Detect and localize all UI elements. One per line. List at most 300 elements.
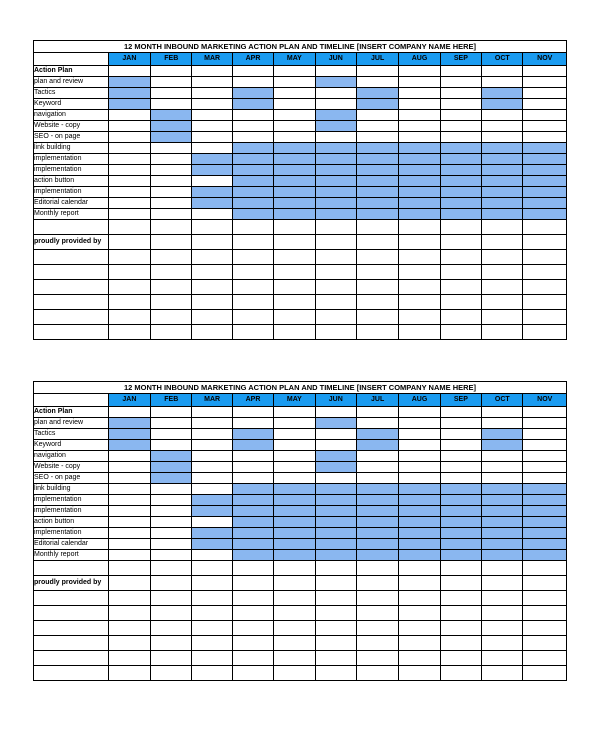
timeline-cell[interactable] (315, 407, 356, 418)
blank-cell[interactable] (482, 636, 523, 651)
blank-cell[interactable] (108, 576, 150, 591)
timeline-cell[interactable] (192, 451, 232, 462)
timeline-cell[interactable] (192, 407, 232, 418)
timeline-cell-active[interactable] (315, 539, 356, 550)
timeline-cell-active[interactable] (356, 176, 398, 187)
blank-cell[interactable] (232, 666, 273, 681)
timeline-cell[interactable] (192, 176, 232, 187)
blank-cell[interactable] (523, 310, 567, 325)
blank-cell[interactable] (440, 621, 481, 636)
blank-cell[interactable] (482, 310, 523, 325)
timeline-cell-active[interactable] (356, 429, 398, 440)
timeline-cell[interactable] (274, 77, 315, 88)
timeline-cell-active[interactable] (356, 528, 398, 539)
task-label[interactable]: action button (34, 517, 109, 528)
timeline-cell-active[interactable] (315, 506, 356, 517)
blank-cell[interactable] (440, 280, 481, 295)
timeline-cell[interactable] (151, 176, 192, 187)
blank-cell[interactable] (108, 591, 150, 606)
timeline-cell[interactable] (274, 418, 315, 429)
blank-cell[interactable] (399, 325, 440, 340)
timeline-cell-active[interactable] (232, 143, 273, 154)
task-label[interactable]: navigation (34, 110, 109, 121)
task-label[interactable]: Tactics (34, 429, 109, 440)
timeline-cell-active[interactable] (232, 517, 273, 528)
blank-cell[interactable] (192, 325, 232, 340)
timeline-cell[interactable] (523, 473, 567, 484)
timeline-cell[interactable] (274, 132, 315, 143)
timeline-cell-active[interactable] (192, 154, 232, 165)
timeline-cell[interactable] (523, 429, 567, 440)
timeline-cell-active[interactable] (440, 176, 481, 187)
blank-cell[interactable] (192, 220, 232, 235)
timeline-cell-active[interactable] (482, 440, 523, 451)
blank-cell[interactable] (108, 636, 150, 651)
task-label[interactable]: navigation (34, 451, 109, 462)
timeline-cell[interactable] (192, 143, 232, 154)
blank-cell[interactable] (482, 295, 523, 310)
timeline-cell[interactable] (151, 506, 192, 517)
timeline-cell-active[interactable] (399, 517, 440, 528)
timeline-cell-active[interactable] (315, 462, 356, 473)
blank-cell[interactable] (356, 606, 398, 621)
timeline-cell-active[interactable] (192, 198, 232, 209)
blank-cell[interactable] (440, 250, 481, 265)
blank-cell[interactable] (108, 651, 150, 666)
blank-cell[interactable] (482, 561, 523, 576)
timeline-cell[interactable] (482, 462, 523, 473)
blank-cell[interactable] (315, 651, 356, 666)
blank-cell[interactable] (356, 621, 398, 636)
blank-cell[interactable] (482, 280, 523, 295)
blank-cell[interactable] (34, 651, 109, 666)
timeline-cell-active[interactable] (482, 539, 523, 550)
task-label[interactable]: Tactics (34, 88, 109, 99)
timeline-cell-active[interactable] (151, 451, 192, 462)
blank-cell[interactable] (192, 666, 232, 681)
blank-cell[interactable] (151, 621, 192, 636)
blank-cell[interactable] (192, 591, 232, 606)
timeline-cell-active[interactable] (399, 539, 440, 550)
timeline-cell-active[interactable] (523, 154, 567, 165)
timeline-cell-active[interactable] (315, 165, 356, 176)
blank-cell[interactable] (440, 651, 481, 666)
timeline-cell-active[interactable] (315, 484, 356, 495)
timeline-cell-active[interactable] (232, 506, 273, 517)
blank-cell[interactable] (440, 295, 481, 310)
timeline-cell-active[interactable] (232, 187, 273, 198)
timeline-cell-active[interactable] (440, 495, 481, 506)
timeline-cell[interactable] (192, 88, 232, 99)
blank-cell[interactable] (108, 621, 150, 636)
timeline-cell-active[interactable] (523, 484, 567, 495)
timeline-cell[interactable] (108, 209, 150, 220)
timeline-cell-active[interactable] (192, 187, 232, 198)
blank-cell[interactable] (274, 621, 315, 636)
timeline-cell[interactable] (523, 440, 567, 451)
timeline-cell-active[interactable] (315, 528, 356, 539)
timeline-cell-active[interactable] (315, 187, 356, 198)
timeline-cell-active[interactable] (356, 99, 398, 110)
blank-cell[interactable] (523, 235, 567, 250)
timeline-cell[interactable] (192, 550, 232, 561)
timeline-cell-active[interactable] (440, 209, 481, 220)
task-label[interactable]: SEO - on page (34, 473, 109, 484)
timeline-cell[interactable] (232, 418, 273, 429)
timeline-cell-active[interactable] (440, 484, 481, 495)
timeline-cell[interactable] (108, 528, 150, 539)
blank-cell[interactable] (315, 561, 356, 576)
timeline-cell[interactable] (440, 88, 481, 99)
blank-cell[interactable] (523, 250, 567, 265)
timeline-cell-active[interactable] (315, 143, 356, 154)
blank-cell[interactable] (523, 651, 567, 666)
blank-cell[interactable] (315, 636, 356, 651)
blank-cell[interactable] (482, 220, 523, 235)
timeline-cell-active[interactable] (482, 99, 523, 110)
blank-cell[interactable] (482, 621, 523, 636)
task-label[interactable]: Monthly report (34, 209, 109, 220)
blank-cell[interactable] (34, 666, 109, 681)
blank-cell[interactable] (356, 576, 398, 591)
timeline-cell[interactable] (315, 440, 356, 451)
timeline-cell[interactable] (151, 517, 192, 528)
timeline-cell-active[interactable] (356, 506, 398, 517)
blank-cell[interactable] (315, 250, 356, 265)
timeline-cell-active[interactable] (482, 484, 523, 495)
blank-cell[interactable] (482, 265, 523, 280)
blank-cell[interactable] (523, 606, 567, 621)
timeline-cell-active[interactable] (523, 539, 567, 550)
blank-cell[interactable] (192, 265, 232, 280)
blank-cell[interactable] (399, 636, 440, 651)
blank-cell[interactable] (34, 250, 109, 265)
blank-cell[interactable] (151, 265, 192, 280)
timeline-cell-active[interactable] (399, 506, 440, 517)
blank-cell[interactable] (192, 651, 232, 666)
timeline-cell-active[interactable] (151, 473, 192, 484)
blank-cell[interactable] (192, 561, 232, 576)
timeline-cell[interactable] (482, 77, 523, 88)
timeline-cell[interactable] (356, 418, 398, 429)
timeline-cell-active[interactable] (523, 517, 567, 528)
timeline-cell-active[interactable] (482, 165, 523, 176)
blank-cell[interactable] (399, 591, 440, 606)
timeline-cell-active[interactable] (274, 517, 315, 528)
timeline-cell[interactable] (356, 121, 398, 132)
timeline-cell-active[interactable] (274, 495, 315, 506)
blank-cell[interactable] (274, 651, 315, 666)
timeline-cell[interactable] (192, 132, 232, 143)
timeline-cell[interactable] (151, 407, 192, 418)
blank-cell[interactable] (399, 621, 440, 636)
timeline-cell[interactable] (482, 66, 523, 77)
blank-cell[interactable] (274, 220, 315, 235)
timeline-cell[interactable] (523, 451, 567, 462)
blank-cell[interactable] (523, 325, 567, 340)
timeline-cell[interactable] (108, 154, 150, 165)
blank-cell[interactable] (34, 220, 109, 235)
timeline-cell[interactable] (482, 473, 523, 484)
timeline-cell-active[interactable] (523, 209, 567, 220)
timeline-cell-active[interactable] (232, 550, 273, 561)
blank-cell[interactable] (356, 280, 398, 295)
timeline-cell[interactable] (399, 132, 440, 143)
timeline-cell[interactable] (440, 99, 481, 110)
timeline-cell-active[interactable] (482, 176, 523, 187)
blank-cell[interactable] (356, 265, 398, 280)
timeline-cell-active[interactable] (356, 495, 398, 506)
timeline-cell-active[interactable] (192, 165, 232, 176)
timeline-cell[interactable] (440, 66, 481, 77)
task-label[interactable]: implementation (34, 154, 109, 165)
timeline-cell[interactable] (399, 77, 440, 88)
timeline-cell-active[interactable] (232, 539, 273, 550)
timeline-cell[interactable] (151, 187, 192, 198)
timeline-cell[interactable] (192, 517, 232, 528)
timeline-cell[interactable] (151, 154, 192, 165)
timeline-cell-active[interactable] (399, 154, 440, 165)
timeline-cell-active[interactable] (315, 209, 356, 220)
blank-cell[interactable] (192, 606, 232, 621)
timeline-cell-active[interactable] (523, 198, 567, 209)
timeline-cell-active[interactable] (523, 165, 567, 176)
task-label[interactable]: Editorial calendar (34, 539, 109, 550)
timeline-cell[interactable] (108, 550, 150, 561)
timeline-cell[interactable] (399, 88, 440, 99)
blank-cell[interactable] (192, 310, 232, 325)
task-label[interactable]: Keyword (34, 440, 109, 451)
timeline-cell-active[interactable] (399, 209, 440, 220)
timeline-cell[interactable] (192, 473, 232, 484)
timeline-cell-active[interactable] (151, 132, 192, 143)
timeline-cell[interactable] (151, 550, 192, 561)
timeline-cell[interactable] (151, 143, 192, 154)
timeline-cell-active[interactable] (523, 506, 567, 517)
blank-cell[interactable] (523, 621, 567, 636)
timeline-cell[interactable] (192, 209, 232, 220)
blank-cell[interactable] (523, 576, 567, 591)
blank-cell[interactable] (151, 235, 192, 250)
blank-cell[interactable] (399, 250, 440, 265)
blank-cell[interactable] (482, 606, 523, 621)
blank-cell[interactable] (34, 591, 109, 606)
blank-cell[interactable] (108, 220, 150, 235)
blank-cell[interactable] (274, 235, 315, 250)
timeline-cell-active[interactable] (315, 154, 356, 165)
timeline-cell[interactable] (399, 473, 440, 484)
timeline-cell[interactable] (192, 429, 232, 440)
timeline-cell[interactable] (315, 132, 356, 143)
blank-cell[interactable] (482, 235, 523, 250)
blank-cell[interactable] (399, 265, 440, 280)
blank-cell[interactable] (151, 636, 192, 651)
blank-cell[interactable] (523, 636, 567, 651)
timeline-cell[interactable] (108, 451, 150, 462)
timeline-cell-active[interactable] (440, 550, 481, 561)
timeline-cell-active[interactable] (440, 198, 481, 209)
timeline-cell-active[interactable] (151, 121, 192, 132)
timeline-cell-active[interactable] (192, 539, 232, 550)
blank-cell[interactable] (232, 591, 273, 606)
timeline-cell[interactable] (108, 121, 150, 132)
timeline-cell[interactable] (523, 407, 567, 418)
timeline-cell-active[interactable] (192, 495, 232, 506)
blank-cell[interactable] (399, 561, 440, 576)
timeline-cell-active[interactable] (399, 143, 440, 154)
timeline-cell[interactable] (440, 110, 481, 121)
timeline-cell-active[interactable] (482, 88, 523, 99)
blank-cell[interactable] (523, 295, 567, 310)
timeline-cell-active[interactable] (108, 429, 150, 440)
blank-cell[interactable] (34, 280, 109, 295)
blank-cell[interactable] (399, 576, 440, 591)
timeline-cell-active[interactable] (399, 484, 440, 495)
timeline-cell-active[interactable] (192, 528, 232, 539)
blank-cell[interactable] (440, 666, 481, 681)
timeline-cell[interactable] (523, 88, 567, 99)
timeline-cell[interactable] (274, 88, 315, 99)
timeline-cell-active[interactable] (482, 209, 523, 220)
timeline-cell[interactable] (356, 451, 398, 462)
timeline-cell-active[interactable] (108, 77, 150, 88)
timeline-cell[interactable] (274, 407, 315, 418)
timeline-cell-active[interactable] (232, 154, 273, 165)
timeline-cell[interactable] (315, 429, 356, 440)
blank-cell[interactable] (315, 310, 356, 325)
blank-cell[interactable] (440, 235, 481, 250)
task-label[interactable]: Monthly report (34, 550, 109, 561)
timeline-cell-active[interactable] (356, 88, 398, 99)
timeline-cell[interactable] (151, 539, 192, 550)
timeline-cell-active[interactable] (399, 198, 440, 209)
blank-cell[interactable] (151, 250, 192, 265)
timeline-cell-active[interactable] (523, 176, 567, 187)
timeline-cell[interactable] (440, 121, 481, 132)
blank-cell[interactable] (151, 651, 192, 666)
timeline-cell-active[interactable] (108, 99, 150, 110)
timeline-cell-active[interactable] (482, 198, 523, 209)
blank-cell[interactable] (440, 606, 481, 621)
blank-cell[interactable] (232, 250, 273, 265)
timeline-cell-active[interactable] (356, 440, 398, 451)
timeline-cell[interactable] (482, 418, 523, 429)
blank-cell[interactable] (274, 561, 315, 576)
timeline-cell[interactable] (315, 66, 356, 77)
timeline-cell[interactable] (108, 187, 150, 198)
blank-cell[interactable] (482, 250, 523, 265)
blank-cell[interactable] (315, 325, 356, 340)
timeline-cell-active[interactable] (151, 110, 192, 121)
task-label[interactable]: plan and review (34, 418, 109, 429)
timeline-cell[interactable] (151, 429, 192, 440)
blank-cell[interactable] (151, 310, 192, 325)
timeline-cell[interactable] (356, 473, 398, 484)
task-label[interactable]: implementation (34, 495, 109, 506)
blank-cell[interactable] (232, 561, 273, 576)
timeline-cell[interactable] (274, 440, 315, 451)
timeline-cell[interactable] (108, 495, 150, 506)
timeline-cell[interactable] (399, 110, 440, 121)
timeline-cell-active[interactable] (274, 484, 315, 495)
blank-cell[interactable] (232, 651, 273, 666)
timeline-cell[interactable] (440, 77, 481, 88)
timeline-cell-active[interactable] (151, 462, 192, 473)
task-label[interactable]: link building (34, 143, 109, 154)
blank-cell[interactable] (356, 636, 398, 651)
task-label[interactable]: Website - copy (34, 462, 109, 473)
blank-cell[interactable] (192, 280, 232, 295)
timeline-cell[interactable] (440, 418, 481, 429)
timeline-cell-active[interactable] (523, 528, 567, 539)
blank-cell[interactable] (232, 265, 273, 280)
timeline-cell[interactable] (151, 495, 192, 506)
blank-cell[interactable] (192, 295, 232, 310)
blank-cell[interactable] (274, 310, 315, 325)
timeline-cell-active[interactable] (232, 165, 273, 176)
blank-cell[interactable] (34, 310, 109, 325)
timeline-cell-active[interactable] (356, 550, 398, 561)
blank-cell[interactable] (274, 636, 315, 651)
timeline-cell[interactable] (108, 110, 150, 121)
timeline-cell[interactable] (232, 132, 273, 143)
timeline-cell[interactable] (523, 121, 567, 132)
timeline-cell-active[interactable] (399, 165, 440, 176)
timeline-cell[interactable] (192, 110, 232, 121)
blank-cell[interactable] (232, 325, 273, 340)
blank-cell[interactable] (315, 220, 356, 235)
timeline-cell-active[interactable] (356, 198, 398, 209)
blank-cell[interactable] (399, 651, 440, 666)
timeline-cell[interactable] (232, 473, 273, 484)
timeline-cell[interactable] (274, 451, 315, 462)
timeline-cell-active[interactable] (315, 198, 356, 209)
timeline-cell[interactable] (232, 451, 273, 462)
timeline-cell-active[interactable] (399, 187, 440, 198)
timeline-cell-active[interactable] (440, 143, 481, 154)
blank-cell[interactable] (34, 561, 109, 576)
timeline-cell[interactable] (523, 132, 567, 143)
timeline-cell[interactable] (151, 209, 192, 220)
blank-cell[interactable] (232, 576, 273, 591)
timeline-cell[interactable] (151, 165, 192, 176)
blank-cell[interactable] (108, 325, 150, 340)
timeline-cell-active[interactable] (482, 154, 523, 165)
timeline-cell-active[interactable] (108, 440, 150, 451)
timeline-cell[interactable] (232, 110, 273, 121)
blank-cell[interactable] (356, 651, 398, 666)
blank-cell[interactable] (356, 250, 398, 265)
blank-cell[interactable] (315, 265, 356, 280)
blank-cell[interactable] (274, 250, 315, 265)
blank-cell[interactable] (399, 280, 440, 295)
timeline-cell[interactable] (356, 66, 398, 77)
blank-cell[interactable] (34, 636, 109, 651)
timeline-cell-active[interactable] (274, 176, 315, 187)
timeline-cell-active[interactable] (440, 528, 481, 539)
timeline-cell[interactable] (440, 473, 481, 484)
blank-cell[interactable] (315, 295, 356, 310)
timeline-cell-active[interactable] (523, 143, 567, 154)
blank-cell[interactable] (232, 621, 273, 636)
timeline-cell[interactable] (108, 132, 150, 143)
timeline-cell[interactable] (232, 77, 273, 88)
blank-cell[interactable] (523, 591, 567, 606)
timeline-cell-active[interactable] (482, 429, 523, 440)
blank-cell[interactable] (34, 295, 109, 310)
blank-cell[interactable] (192, 250, 232, 265)
timeline-cell[interactable] (108, 165, 150, 176)
